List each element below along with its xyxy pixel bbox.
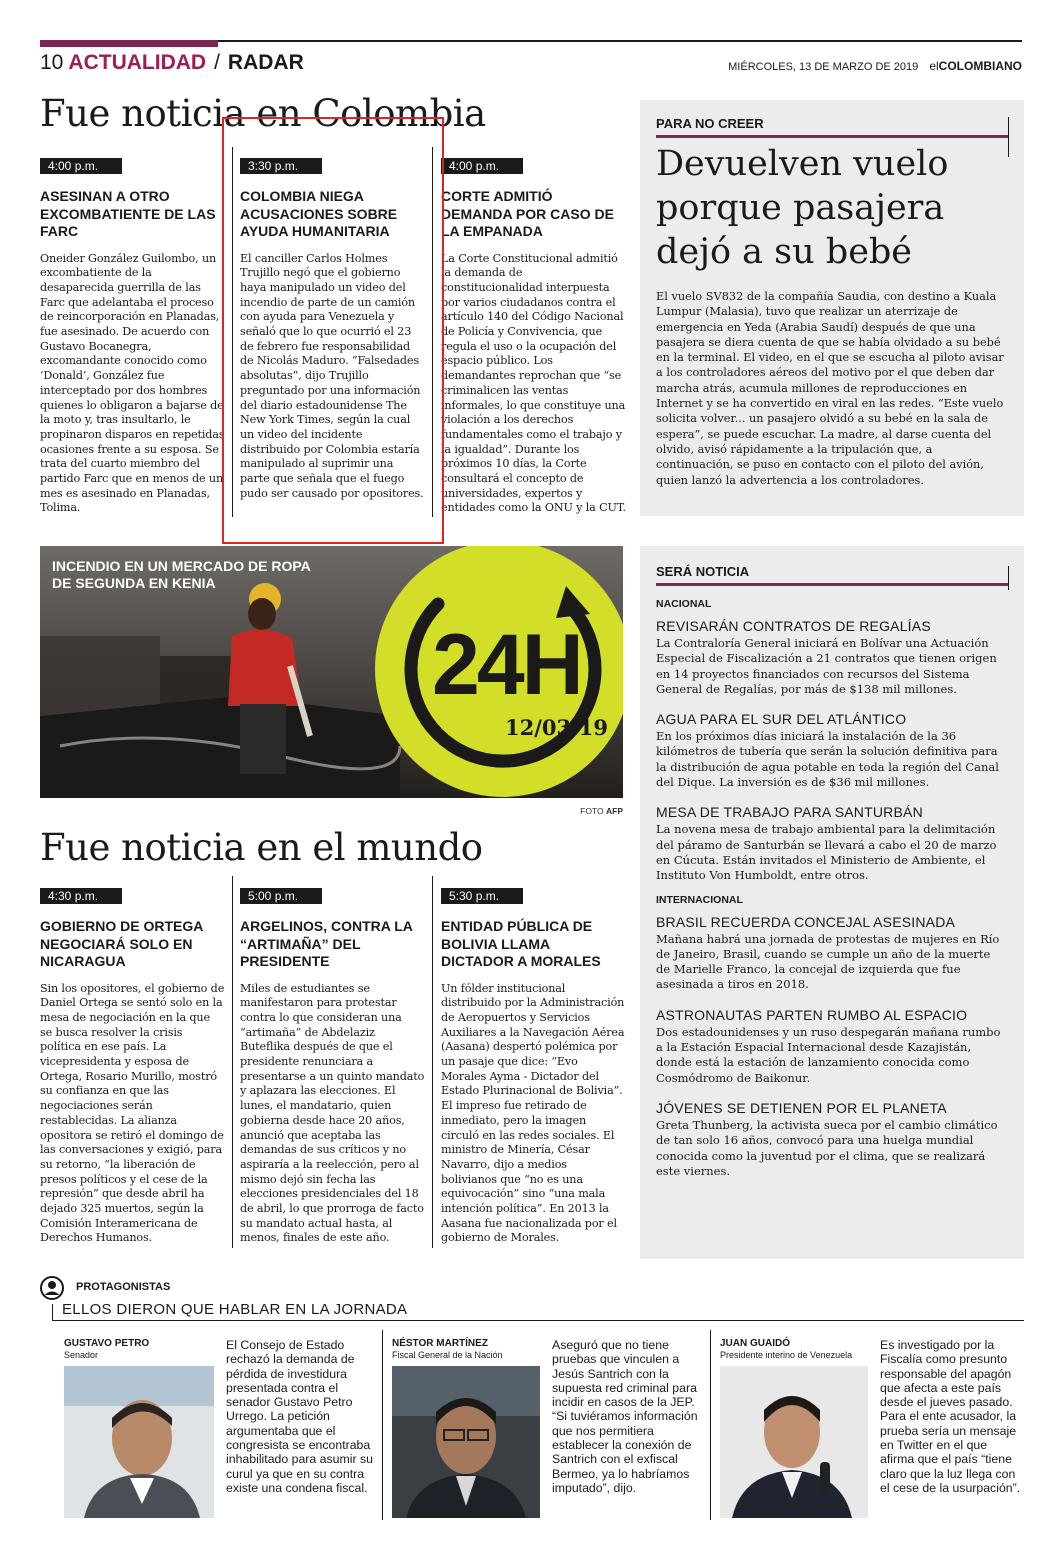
news-headline: ASESINAN A OTRO EXCOMBATIENTE DE LAS FARC [40,188,216,239]
news-headline: ENTIDAD PÚBLICA DE BOLIVIA LLAMA DICTADOR A MORALES [441,918,601,969]
protagonist-card [392,1338,542,1360]
sera-item [656,1007,1008,1086]
protagonistas-label: PROTAGONISTAS [76,1281,171,1293]
column-divider [382,1330,383,1520]
news-headline: ARGELINOS, CONTRA LA “ARTIMAÑA” DEL PRESIDENTE [240,918,413,969]
protagonist-role: Presidente interino de Venezuela [720,1350,853,1360]
person-icon [40,1276,64,1300]
protagonist-name: NÉSTOR MARTÍNEZ [392,1338,488,1349]
sera-item-body: Dos estadounidenses y un ruso despegarán mañana rumbo a la Estación Espacial Internacional desde Kazajistán, donde está la estación de lanzamiento conocida como Cosmódromo de Baikonur. [656,1024,1001,1085]
nacional-label: NACIONAL [656,598,712,610]
protagonist-role: Senador [64,1350,99,1360]
sera-item-title: BRASIL RECUERDA CONCEJAL ASESINADA [656,913,956,930]
news-headline: COLOMBIA NIEGA ACUSACIONES SOBRE AYUDA HUMANITARIA [240,188,398,239]
protagonistas-rule-cap [52,1304,53,1320]
column-divider [432,876,433,1248]
issue-date: MIÉRCOLES, 13 DE MARZO DE 2019 [728,61,919,73]
selection-highlight-box [222,117,444,544]
sera-item [656,711,1008,790]
subsection-name: RADAR [227,51,304,74]
mundo-item-1 [40,888,225,1246]
sera-noticia-panel [640,546,1024,1259]
protagonist-photo [720,1366,868,1518]
sera-item [656,914,1008,993]
panel-rule [1008,117,1009,157]
page-header [40,51,304,75]
sera-item-title: AGUA PARA EL SUR DEL ATLÁNTICO [656,711,907,728]
news-body: La Corte Constitucional admitió la demanda de constitucionalidad interpuesta por varios ciudadanos contra el artículo 140 del Código Nacional de Policía y Convivencia, que regula el uso o la ocupación del espacio público. Los demandantes reprochan que “se criminalicen las ventas informales, lo que constituye una violación a los derechos fundamentales como el trabajo y la igualdad”. Durante los próximos 10 días, la Corte consultará el concepto de universidades, expertos y entidades como la ONU y la CUT. [441,251,626,515]
header-accent-bar [40,40,218,47]
mundo-item-2 [240,888,425,1246]
colombia-item-3 [441,158,626,516]
protagonist-role: Fiscal General de la Nación [392,1350,503,1360]
header-slash: / [214,51,220,74]
header-dateline [728,59,1022,73]
protagonist-photo [64,1366,214,1518]
news-headline: CORTE ADMITIÓ DEMANDA POR CASO DE LA EMPANADA [441,188,614,239]
sera-item [656,1100,1008,1179]
news-body: Sin los opositores, el gobierno de Daniel Ortega se sentó solo en la mesa de negociación en la que se busca resolver la crisis política en ese país. La vicepresidenta y esposa de Ortega, Rosario Murillo, mostró su confianza en que las negociaciones serán restablecidas. La alianza opositora se retiró el domingo de las conversaciones y exigió, para su retorno, “la liberación de presos políticos y el cese de la represión” que desde abril ha dejado 325 muertos, según la Comisión Interamericana de Derechos Humanos. [40,981,225,1245]
time-badge: 4:00 p.m. [40,158,122,174]
protagonistas-rule [52,1320,1024,1321]
para-no-creer-headline: Devuelven vuelo porque pasajera dejó a su bebé [656,144,949,272]
sera-item-title: MESA DE TRABAJO PARA SANTURBÁN [656,804,923,821]
24h-badge-date: 12/03/19 [505,715,609,740]
time-badge: 5:00 p.m. [240,888,322,904]
label-rule [656,135,1008,138]
time-badge: 4:30 p.m. [40,888,122,904]
sera-item-title: JÓVENES SE DETIENEN POR EL PLANETA [656,1099,947,1116]
panel-rule [1008,566,1009,590]
column-divider [710,1330,711,1520]
page-number: 10 [40,51,64,74]
news-body: El canciller Carlos Holmes Trujillo negó que el gobierno haya manipulado un video del incendio de parte de un camión con ayuda para Venezuela y señaló que lo que ocurrió el 23 de febrero fue responsabilidad de Nicolás Maduro. “Falsedades absolutas”, dijo Trujillo preguntado por una información del diario estadounidense The New York Times, según la cual un video del incidente distribuido por Colombia estaría manipulado al suprimir una parte que señala que el fuego pudo ser causado por opositores. [240,251,424,500]
protagonist-text: Aseguró que no tiene pruebas que vinculen a Jesús Santrich con la supuesta red criminal para incidir en casos de la JEP. “Si tuviéramos información que nos permitiera establecer la conexión de Santrich con el exfiscal Bermeo, ya lo habríamos imputado”, dijo. [552,1338,698,1495]
photo-caption: INCENDIO EN UN MERCADO DE ROPA DE SEGUNDA EN KENIA [52,558,311,591]
news-body: Oneider González Guilombo, un excombatiente de la desaparecida guerrilla de las Farc que adelantaba el proceso de reincorporación en Planadas, fue asesinado. De acuerdo con Gustavo Bocanegra, excomandante conocido como ‘Donald’, González fue interceptado por dos hombres quienes lo obligaron a bajarse de la moto y, tras insultarlo, le propinaron disparos en repetidas ocasiones frente a su esposa. Se trata del cuarto miembro del partido Farc que en menos de un mes es asesinado en Planadas, Tolima. [40,251,225,515]
section-name: ACTUALIDAD [68,51,207,74]
colombia-item-1 [40,158,225,516]
protagonist-card [720,1338,870,1360]
protagonist-name: GUSTAVO PETRO [64,1338,150,1349]
time-badge: 3:30 p.m. [240,158,322,174]
sera-item-body: Mañana habrá una jornada de protestas de mujeres en Río de Janeiro, Brasil, cuando se cumple un año de la muerte de Marielle Franco, la concejal de izquierda que fue asesinada a tiros en 2018. [656,931,1000,992]
mundo-section-title: Fue noticia en el mundo [40,826,483,869]
news-body: Un fólder institucional distribuido por la Administración de Aeropuertos y Servicios Auxiliares a la Navegación Aérea (Aasana) despertó polémica por un pasaje que dice: “Evo Morales Ayma - Dictador del Estado Plurinacional de Bolivia”. El impreso fue retirado de inmediato, pero la imagen circuló en las redes sociales. El ministro de Minería, César Navarro, dijo a medios bolivianos que “no es una equivocación” sino “una mala intención política”. En 2013 la Aasana fue nacionalizada por el gobierno de Morales. [441,981,625,1245]
sera-item [656,618,1008,697]
news-headline: GOBIERNO DE ORTEGA NEGOCIARÁ SOLO EN NICARAGUA [40,918,203,969]
protagonist-card [64,1338,214,1360]
para-no-creer-body: El vuelo SV832 de la compañía Saudia, con destino a Kuala Lumpur (Malasia), tuvo que realizar un aterrizaje de emergencia en Yeda (Arabia Saudí) después de que una pasajera se diera cuenta de que se había olvidado a su bebé en la terminal. El video, en el que se escucha al piloto avisar a los controladores aéreos del motivo por el que deben dar marcha atrás, acumula millones de reproducciones en Internet y se ha convertido en viral en las redes. “Este vuelo solicita volver... un pasajero olvidó a su bebé en la sala de espera”, se puede escuchar. La madre, al darse cuenta del olvido, avisó rápidamente a la tripulación que, a continuación, se puso en contacto con el piloto del avión, quien lanzó la advertencia a los controladores. [656,290,1004,487]
protagonistas-subtitle: ELLOS DIERON QUE HABLAR EN LA JORNADA [62,1301,408,1318]
sera-item [656,804,1008,883]
internacional-label: INTERNACIONAL [656,893,743,906]
column-divider [232,876,233,1248]
protagonist-name: JUAN GUAIDÓ [720,1338,791,1349]
label-rule [656,583,1008,586]
24h-badge-text: 24H [432,617,581,713]
time-badge: 4:00 p.m. [441,158,523,174]
para-no-creer-label: PARA NO CREER [656,116,764,131]
sera-item-body: La novena mesa de trabajo ambiental para la delimitación del páramo de Santurbán se llevará a cabo el 20 de marzo en Cúcuta. Están invitados el Ministerio de Ambiente, el Instituto Von Humboldt, entre otros. [656,822,997,883]
time-badge: 5:30 p.m. [441,888,523,904]
sera-item-title: ASTRONAUTAS PARTEN RUMBO AL ESPACIO [656,1006,968,1023]
para-no-creer-panel [640,100,1024,516]
brand-logo: elCOLOMBIANO [929,59,1022,73]
photo-credit: FOTO AFP [580,806,623,816]
sera-noticia-label: SERÁ NOTICIA [656,564,750,579]
protagonist-text: El Consejo de Estado rechazó la demanda de pérdida de investidura presentada contra el senador Gustavo Petro Urrego. La petición argumentaba que el congresista se encontraba inhabilitado para asumir su curul ya que en su contra existe una condena fiscal. [226,1338,373,1495]
sera-item-body: La Contraloría General iniciará en Bolívar una Actuación Especial de Fiscalización a 21 contratos que tienen origen en 14 proyectos financiados con recursos del Sistema General de Regalías, por más de $138 mil millones. [656,636,997,696]
protagonist-text: Es investigado por la Fiscalía como presunto responsable del apagón que afecta a este país desde el jueves pasado. Para el ente acusador, la prueba sería un mensaje en Twitter en el que afirma que el país “tiene claro que la luz llega con el cese de la usurpación”. [880,1338,1021,1495]
colombia-section-title: Fue noticia en Colombia [40,92,486,135]
news-body: Miles de estudiantes se manifestaron para protestar contra lo que consideran una “artimaña” de Abdelaziz Buteflika después de que el presidente renunciara a presentarse a un quinto mandato y aplazara las elecciones. El lunes, el mandatario, quien gobierna desde hace 20 años, anunció que aceptaba las demandas de sus críticos y no aspiraría a la reelección, pero al mismo dejó sin fecha las elecciones presidenciales del 18 de abril, lo que prorroga de facto su mandato actual hasta, al menos, finales de este año. [240,981,425,1245]
sera-item-body: Greta Thunberg, la activista sueca por el cambio climático de tan solo 16 años, convocó para una huelga mundial conocida como la juventud por el clima, que se realizará este viernes. [656,1117,998,1178]
protagonist-photo [392,1366,540,1518]
sera-item-title: REVISARÁN CONTRATOS DE REGALÍAS [656,618,931,634]
sera-item-body: En los próximos días iniciará la instalación de la 36 kilómetros de tubería que serán la solución definitiva para la distribución de agua potable en toda la región del Canal del Dique. La inversión es de $36 mil millones. [656,729,999,790]
mundo-item-3 [441,888,626,1246]
